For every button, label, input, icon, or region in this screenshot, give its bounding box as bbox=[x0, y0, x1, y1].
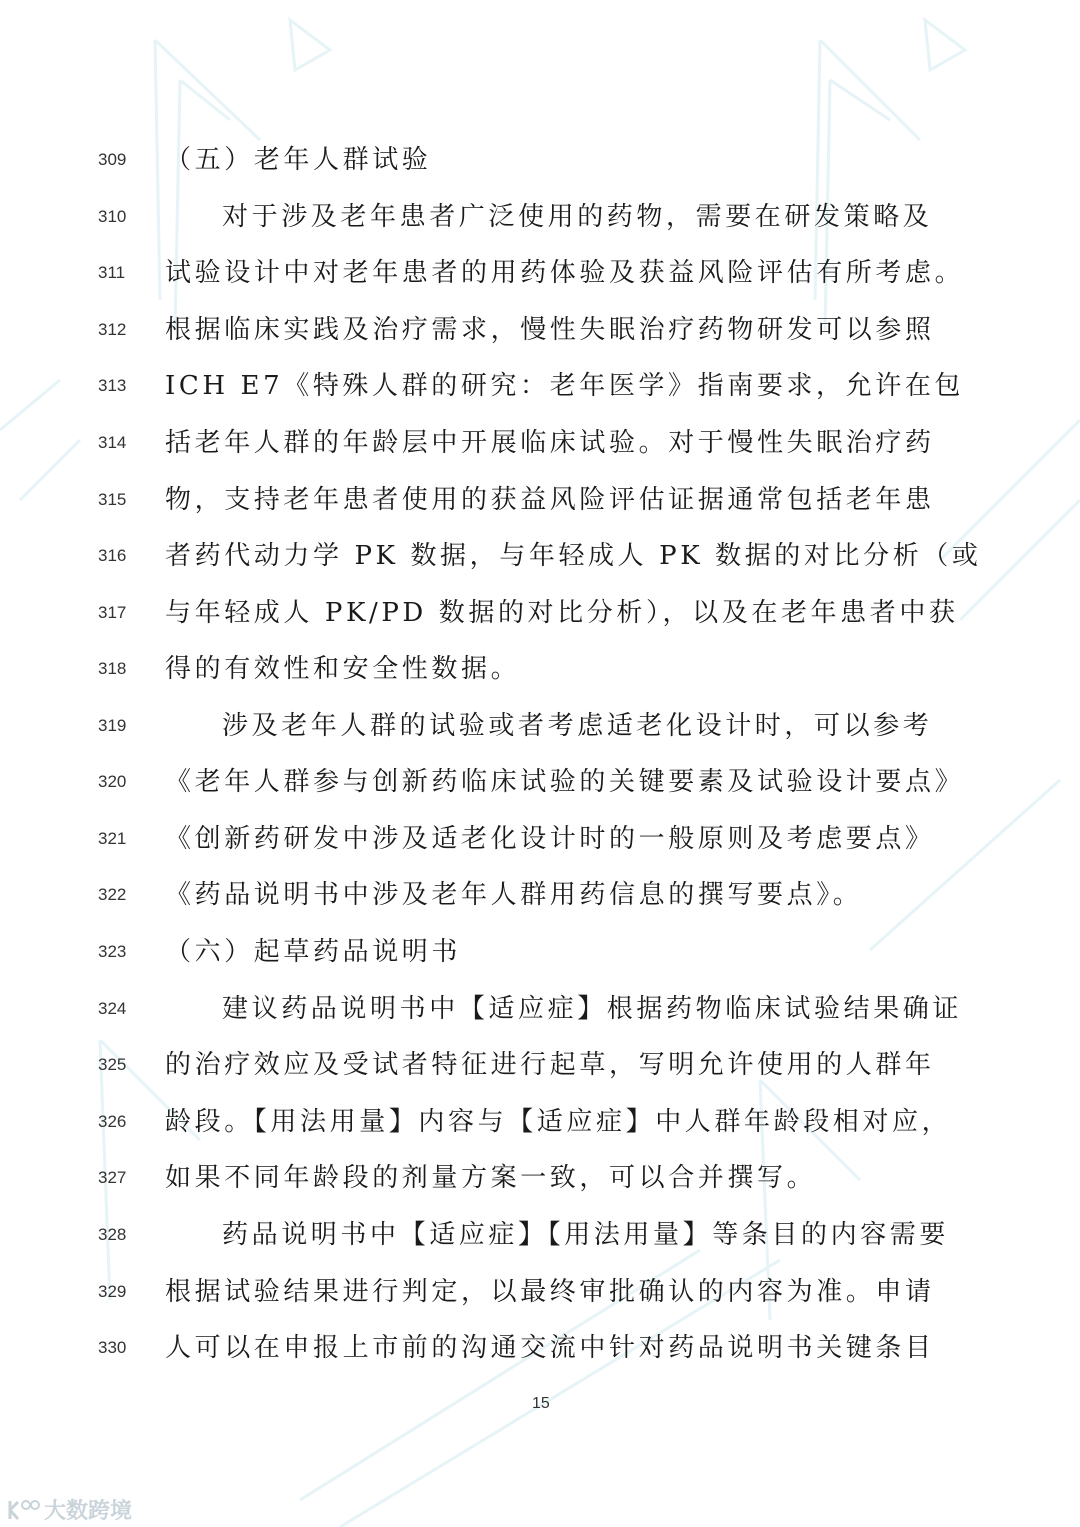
document-line bbox=[0, 140, 1080, 180]
line-number: 328 bbox=[98, 1225, 127, 1244]
line-number: 317 bbox=[98, 603, 127, 622]
document-line bbox=[0, 1328, 1080, 1368]
line-number: 315 bbox=[98, 490, 127, 509]
document-line bbox=[0, 875, 1080, 915]
document-line bbox=[0, 480, 1080, 520]
paragraph-text: 试验设计中对老年患者的用药体验及获益风险评估有所考虑。 bbox=[165, 258, 965, 288]
paragraph-text: 涉及老年人群的试验或者考虑适老化设计时，可以参考 bbox=[222, 711, 933, 741]
section-heading: （六）起草药品说明书 bbox=[165, 937, 462, 967]
line-number: 309 bbox=[98, 150, 127, 169]
line-number: 318 bbox=[98, 659, 127, 678]
document-line bbox=[0, 819, 1080, 859]
paragraph-text: 对于涉及老年患者广泛使用的药物，需要在研发策略及 bbox=[222, 202, 933, 232]
paragraph-text: 根据临床实践及治疗需求，慢性失眠治疗药物研发可以参照 bbox=[165, 315, 935, 345]
page-number: 15 bbox=[532, 1395, 550, 1412]
document-line bbox=[0, 762, 1080, 802]
document-line bbox=[0, 253, 1080, 293]
document-line bbox=[0, 932, 1080, 972]
line-number: 327 bbox=[98, 1168, 127, 1187]
document-line bbox=[0, 1272, 1080, 1312]
document-line bbox=[0, 706, 1080, 746]
line-number: 329 bbox=[98, 1282, 127, 1301]
document-line bbox=[0, 423, 1080, 463]
document-line bbox=[0, 989, 1080, 1029]
line-number: 326 bbox=[98, 1112, 127, 1131]
line-number: 323 bbox=[98, 942, 127, 961]
document-line bbox=[0, 593, 1080, 633]
paragraph-text: 《创新药研发中涉及适老化设计时的一般原则及考虑要点》 bbox=[165, 824, 935, 854]
paragraph-text: 建议药品说明书中【适应症】根据药物临床试验结果确证 bbox=[222, 994, 963, 1024]
line-number: 316 bbox=[98, 546, 127, 565]
brand-watermark bbox=[6, 1494, 132, 1525]
line-number: 312 bbox=[98, 320, 127, 339]
document-line bbox=[0, 1102, 1080, 1142]
line-number: 321 bbox=[98, 829, 127, 848]
paragraph-text: 括老年人群的年龄层中开展临床试验。对于慢性失眠治疗药 bbox=[165, 428, 935, 458]
paragraph-text: ICH E7《特殊人群的研究：老年医学》指南要求，允许在包 bbox=[165, 371, 965, 401]
line-number: 324 bbox=[98, 999, 127, 1018]
paragraph-text: 人可以在申报上市前的沟通交流中针对药品说明书关键条目 bbox=[165, 1333, 935, 1363]
brand-name: 大数跨境 bbox=[44, 1499, 133, 1524]
document-line bbox=[0, 366, 1080, 406]
line-number: 330 bbox=[98, 1338, 127, 1357]
kuajing-logo-icon bbox=[6, 1497, 40, 1523]
paragraph-text: 如果不同年龄段的剂量方案一致，可以合并撰写。 bbox=[165, 1163, 817, 1193]
paragraph-text: 药品说明书中【适应症】【用法用量】等条目的内容需要 bbox=[222, 1220, 950, 1250]
section-heading: （五）老年人群试验 bbox=[165, 145, 432, 175]
line-number: 310 bbox=[98, 207, 127, 226]
document-line bbox=[0, 197, 1080, 237]
document-line bbox=[0, 1158, 1080, 1198]
line-number: 311 bbox=[98, 263, 126, 282]
document-line bbox=[0, 1215, 1080, 1255]
line-number: 325 bbox=[98, 1055, 127, 1074]
line-number: 314 bbox=[98, 433, 127, 452]
line-number: 320 bbox=[98, 772, 127, 791]
document-line bbox=[0, 1045, 1080, 1085]
paragraph-text: 物，支持老年患者使用的获益风险评估证据通常包括老年患 bbox=[165, 485, 935, 515]
paragraph-text: 与年轻成人 PK/PD 数据的对比分析），以及在老年患者中获 bbox=[165, 598, 959, 628]
line-number: 322 bbox=[98, 885, 127, 904]
paragraph-text: 得的有效性和安全性数据。 bbox=[165, 654, 521, 684]
paragraph-text: 《药品说明书中涉及老年人群用药信息的撰写要点》。 bbox=[165, 880, 863, 910]
document-line bbox=[0, 649, 1080, 689]
paragraph-text: 龄段。【用法用量】内容与【适应症】中人群年龄段相对应， bbox=[165, 1107, 952, 1137]
paragraph-text: 者药代动力学 PK 数据，与年轻成人 PK 数据的对比分析（或 bbox=[165, 541, 982, 571]
document-line bbox=[0, 310, 1080, 350]
paragraph-text: 根据试验结果进行判定，以最终审批确认的内容为准。申请 bbox=[165, 1277, 935, 1307]
document-line bbox=[0, 536, 1080, 576]
line-number: 319 bbox=[98, 716, 127, 735]
line-number: 313 bbox=[98, 376, 127, 395]
paragraph-text: 的治疗效应及受试者特征进行起草，写明允许使用的人群年 bbox=[165, 1050, 935, 1080]
paragraph-text: 《老年人群参与创新药临床试验的关键要素及试验设计要点》 bbox=[165, 767, 965, 797]
